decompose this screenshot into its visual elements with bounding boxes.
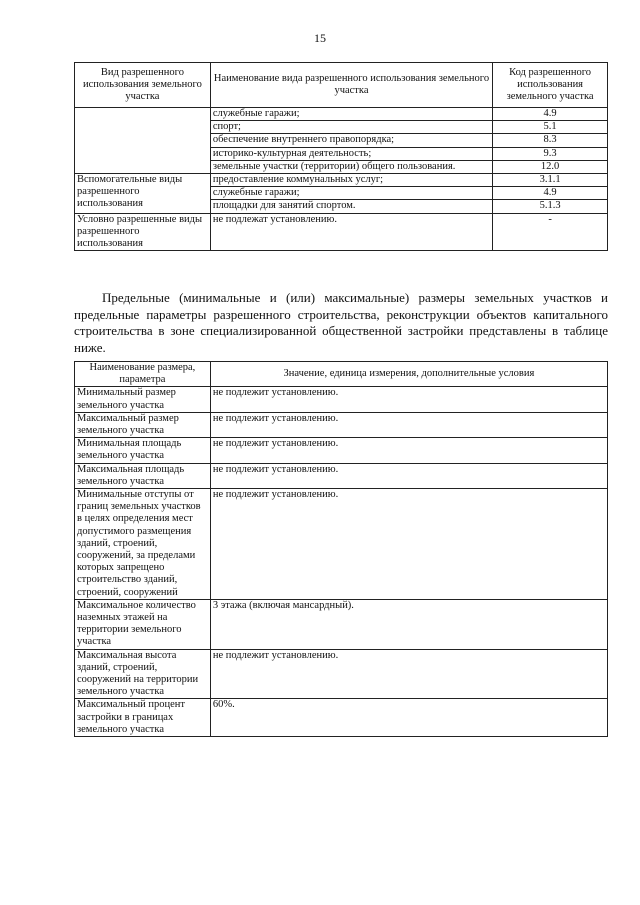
header-use-code: Код разрешенного использования земельного участка [493, 63, 608, 108]
permitted-use-table [74, 62, 608, 251]
use-type-cell [75, 108, 211, 174]
use-code-cell: 5.1 [493, 121, 608, 134]
use-name-cell: служебные гаражи; [210, 108, 492, 121]
table-row [75, 108, 608, 121]
use-code-cell: 9.3 [493, 147, 608, 160]
use-code-cell: - [493, 213, 608, 251]
use-name-cell: не подлежат установлению. [210, 213, 492, 251]
param-value-cell: 3 этажа (включая мансардный). [210, 599, 607, 649]
use-name-cell: площадки для занятий спортом. [210, 200, 492, 213]
table-row [75, 174, 608, 187]
param-value-cell: не подлежит установлению. [210, 649, 607, 699]
table-row [75, 649, 608, 699]
table-row [75, 387, 608, 412]
param-name-cell: Максимальный процент застройки в границах земельного участка [75, 699, 211, 737]
param-value-cell: не подлежит установлению. [210, 412, 607, 437]
use-type-cell: Вспомогательные виды разрешенного использования [75, 174, 211, 214]
use-name-cell: обеспечение внутреннего правопорядка; [210, 134, 492, 147]
header-param-value: Значение, единица измерения, дополнительные условия [210, 362, 607, 387]
table-row [75, 213, 608, 251]
use-name-cell: историко-культурная деятельность; [210, 147, 492, 160]
table-header-row [75, 63, 608, 108]
param-name-cell: Максимальное количество наземных этажей на территории земельного участка [75, 599, 211, 649]
use-code-cell: 12.0 [493, 160, 608, 173]
use-code-cell: 4.9 [493, 108, 608, 121]
table-row [75, 489, 608, 600]
param-value-cell: не подлежит установлению. [210, 387, 607, 412]
param-name-cell: Минимальный размер земельного участка [75, 387, 211, 412]
body-paragraph: Предельные (минимальные и (или) максимальные) размеры земельных участков и предельные параметры разрешенного строительства, реконструкции объектов капитального строительства в зоне специализированной общественной застройки представлены в таблице ниже. [74, 290, 608, 355]
page-number: 15 [314, 31, 326, 45]
header-use-name: Наименование вида разрешенного использования земельного участка [210, 63, 492, 108]
use-code-cell: 4.9 [493, 187, 608, 200]
param-name-cell: Максимальная площадь земельного участка [75, 463, 211, 488]
table-row [75, 699, 608, 737]
header-use-type: Вид разрешенного использования земельного участка [75, 63, 211, 108]
use-type-cell: Условно разрешенные виды разрешенного использования [75, 213, 211, 251]
param-name-cell: Минимальная площадь земельного участка [75, 438, 211, 463]
use-name-cell: спорт; [210, 121, 492, 134]
table-row [75, 599, 608, 649]
use-code-cell: 5.1.3 [493, 200, 608, 213]
param-name-cell: Минимальные отступы от границ земельных участков в целях определения мест допустимого размещения зданий, строений, сооружений, за пределами которых запрещено строительство зданий, строений, сооружений [75, 489, 211, 600]
parameters-table [74, 361, 608, 737]
table-row [75, 438, 608, 463]
table-row [75, 463, 608, 488]
table-header-row [75, 362, 608, 387]
param-name-cell: Максимальная высота зданий, строений, сооружений на территории земельного участка [75, 649, 211, 699]
param-value-cell: не подлежит установлению. [210, 489, 607, 600]
use-name-cell: служебные гаражи; [210, 187, 492, 200]
param-value-cell: 60%. [210, 699, 607, 737]
use-name-cell: земельные участки (территории) общего пользования. [210, 160, 492, 173]
param-value-cell: не подлежит установлению. [210, 463, 607, 488]
param-value-cell: не подлежит установлению. [210, 438, 607, 463]
use-name-cell: предоставление коммунальных услуг; [210, 174, 492, 187]
use-code-cell: 3.1.1 [493, 174, 608, 187]
use-code-cell: 8.3 [493, 134, 608, 147]
table-row [75, 412, 608, 437]
param-name-cell: Максимальный размер земельного участка [75, 412, 211, 437]
header-param-name: Наименование размера, параметра [75, 362, 211, 387]
